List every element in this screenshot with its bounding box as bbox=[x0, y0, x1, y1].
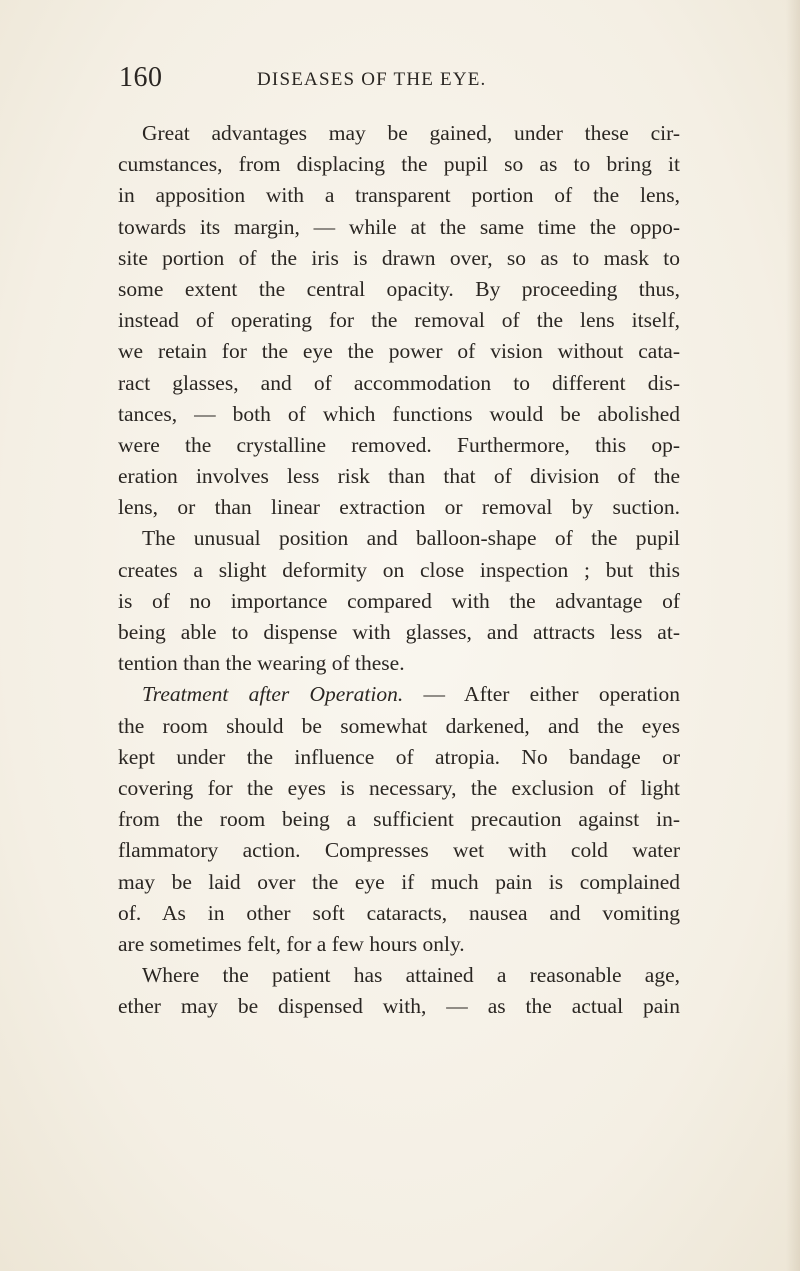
heading-line-rest: — After either operation bbox=[403, 682, 681, 707]
text-line: site portion of the iris is drawn over, so as to mask to bbox=[118, 245, 680, 270]
text-line: creates a slight deformity on close inspection ; but this bbox=[118, 557, 680, 582]
page-header bbox=[119, 62, 679, 102]
text-line: ether may be dispensed with, — as the actual pain bbox=[118, 994, 680, 1019]
text-line: the room should be somewhat darkened, and the eyes bbox=[118, 713, 680, 738]
page-edge-shadow bbox=[786, 0, 800, 1271]
text-line: flammatory action. Compresses wet with cold water bbox=[118, 838, 680, 863]
text-line: being able to dispense with glasses, and attracts less at- bbox=[118, 620, 680, 644]
text-line: tances, — both of which functions would be abolished bbox=[118, 401, 680, 426]
text-line: were the crystalline removed. Furthermore, this op- bbox=[118, 432, 680, 457]
text-line: of. As in other soft cataracts, nausea and vomiting bbox=[118, 900, 680, 925]
text-line: from the room being a sufficient precaution against in- bbox=[118, 807, 680, 832]
text-line: are sometimes felt, for a few hours only. bbox=[118, 931, 465, 956]
body-text bbox=[118, 118, 680, 1022]
text-line: kept under the influence of atropia. No bandage or bbox=[118, 744, 680, 769]
text-line: ract glasses, and of accommodation to different dis- bbox=[118, 370, 680, 395]
text-line-with-heading bbox=[118, 679, 680, 710]
text-line: may be laid over the eye if much pain is complained bbox=[118, 869, 680, 894]
text-line: in apposition with a transparent portion of the lens, bbox=[118, 183, 680, 208]
text-line: towards its margin, — while at the same time the oppo- bbox=[118, 214, 680, 239]
text-line: The unusual position and balloon-shape of the pupil bbox=[142, 526, 680, 551]
page-number: 160 bbox=[119, 62, 163, 93]
text-line: cumstances, from displacing the pupil so as to bring it bbox=[118, 152, 680, 177]
text-line: Where the patient has attained a reasonable age, bbox=[142, 963, 680, 988]
section-heading: Treatment after Operation. bbox=[142, 682, 404, 707]
text-line: covering for the eyes is necessary, the exclusion of light bbox=[118, 775, 680, 800]
text-line: some extent the central opacity. By proceeding thus, bbox=[118, 276, 680, 301]
running-head: DISEASES OF THE EYE. bbox=[257, 69, 487, 90]
text-line: tention than the wearing of these. bbox=[118, 651, 405, 676]
text-line: Great advantages may be gained, under these cir- bbox=[142, 121, 680, 145]
text-line: eration involves less risk than that of division of the bbox=[118, 464, 680, 489]
text-line: is of no importance compared with the advantage of bbox=[118, 588, 680, 613]
text-line: we retain for the eye the power of vision without cata- bbox=[118, 339, 680, 364]
text-line: lens, or than linear extraction or removal by suction. bbox=[118, 495, 680, 520]
text-line: instead of operating for the removal of the lens itself, bbox=[118, 308, 680, 333]
